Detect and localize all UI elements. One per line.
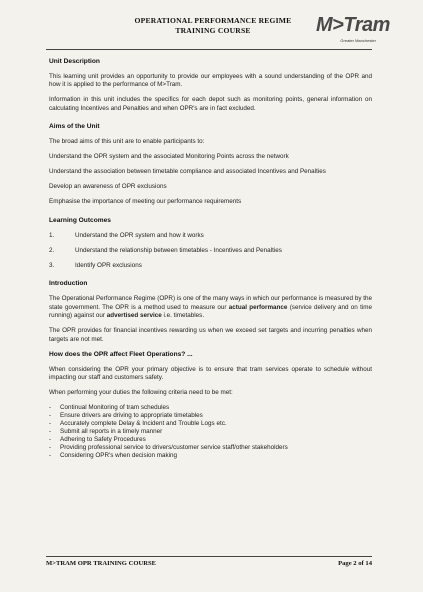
- unit-description-p1: This learning unit provides an opportunity to provide our employees with a sound understanding of the OPR and how it is applied to the performance of M>Tram.: [49, 72, 372, 89]
- introduction-p2: The OPR provides for financial incentives rewarding us when we exceed set targets and incurring penalties when targets are not met.: [49, 327, 372, 343]
- heading-aims: Aims of the Unit: [49, 123, 100, 131]
- mtram-logo: [314, 14, 390, 46]
- logo-subtext: Greater Manchester: [340, 38, 376, 43]
- fleet-p2: When performing your duties the following criteria need to be met:: [49, 389, 233, 397]
- logo-text: M>Tram: [316, 14, 390, 36]
- list-item: - Continual Monitoring of tram schedules: [49, 404, 372, 412]
- outcome-text: Understand the relationship between timetables - Incentives and Penalties: [75, 246, 282, 254]
- outcome-item: [49, 262, 372, 271]
- aim-item: Develop an awareness of OPR exclusions: [49, 183, 167, 191]
- list-item: - Adhering to Safety Procedures: [49, 436, 372, 444]
- header-title-line1: OPERATIONAL PERFORMANCE REGIME: [134, 16, 292, 25]
- heading-fleet-operations: How does the OPR affect Fleet Operations? ...: [49, 350, 193, 358]
- heading-unit-description: Unit Description: [49, 58, 100, 65]
- heading-learning-outcomes: Learning Outcomes: [49, 217, 111, 225]
- intro-bold-actual-performance: actual performance: [228, 303, 288, 311]
- outcome-item: [49, 247, 372, 256]
- header-title-line2: TRAINING COURSE: [175, 26, 251, 35]
- outcome-number: 2.: [49, 246, 55, 254]
- page-footer: [46, 556, 372, 576]
- outcome-number: 1.: [49, 231, 55, 239]
- intro-bold-advertised-service: advertised service: [106, 312, 162, 320]
- list-item: - Accurately complete Delay & Incident and Trouble Logs etc.: [49, 420, 372, 428]
- list-item: - Providing professional service to drivers/customer service staff/other stakeholders: [49, 444, 372, 452]
- intro-text-a: The Operational Performance Regime (OPR) is one of the many ways in which our performance is measured by the state government. The OPR is a method used to measure our: [49, 295, 372, 311]
- list-item: - Considering OPR's when decision making: [49, 452, 372, 460]
- heading-introduction: Introduction: [49, 280, 88, 288]
- aim-item: Understand the association between timetable compliance and associated Incentives and Penalties: [49, 168, 326, 176]
- page-number: Page 2 of 14: [338, 560, 372, 567]
- aim-item: Understand the OPR system and the associated Monitoring Points across the network: [49, 153, 289, 161]
- list-item: - Ensure drivers are driving to appropriate timetables: [49, 412, 372, 420]
- outcome-text: Understand the OPR system and how it works: [75, 231, 204, 239]
- page-header: [0, 14, 423, 48]
- unit-description-p2: Information in this unit includes the specifics for each depot such as monitoring points, general information on calculating Incentives and Penalties and when OPR's are in fact excluded.: [49, 96, 372, 112]
- header-rule: [46, 49, 372, 50]
- criteria-list: [49, 404, 372, 459]
- aim-item: Emphasise the importance of meeting our performance requirements: [49, 198, 242, 206]
- aims-intro: The broad aims of this unit are to enable participants to:: [49, 138, 205, 146]
- outcome-item: [49, 232, 372, 241]
- footer-rule: [46, 556, 372, 557]
- footer-course-title: M>TRAM OPR TRAINING COURSE: [46, 560, 157, 567]
- intro-text-c: (service delivery and on time running) against our: [49, 303, 372, 320]
- list-item: - Submit all reports in a timely manner: [49, 428, 372, 436]
- introduction-p1: [49, 295, 372, 321]
- intro-text-d: i.e. timetables.: [161, 312, 205, 320]
- outcome-number: 3.: [49, 261, 55, 269]
- page-content: [49, 54, 372, 460]
- outcome-text: Identify OPR exclusions: [75, 261, 142, 269]
- fleet-p1: When considering the OPR your primary objective is to ensure that tram services operate to schedule without impacting our staff and customers safety.: [49, 365, 372, 382]
